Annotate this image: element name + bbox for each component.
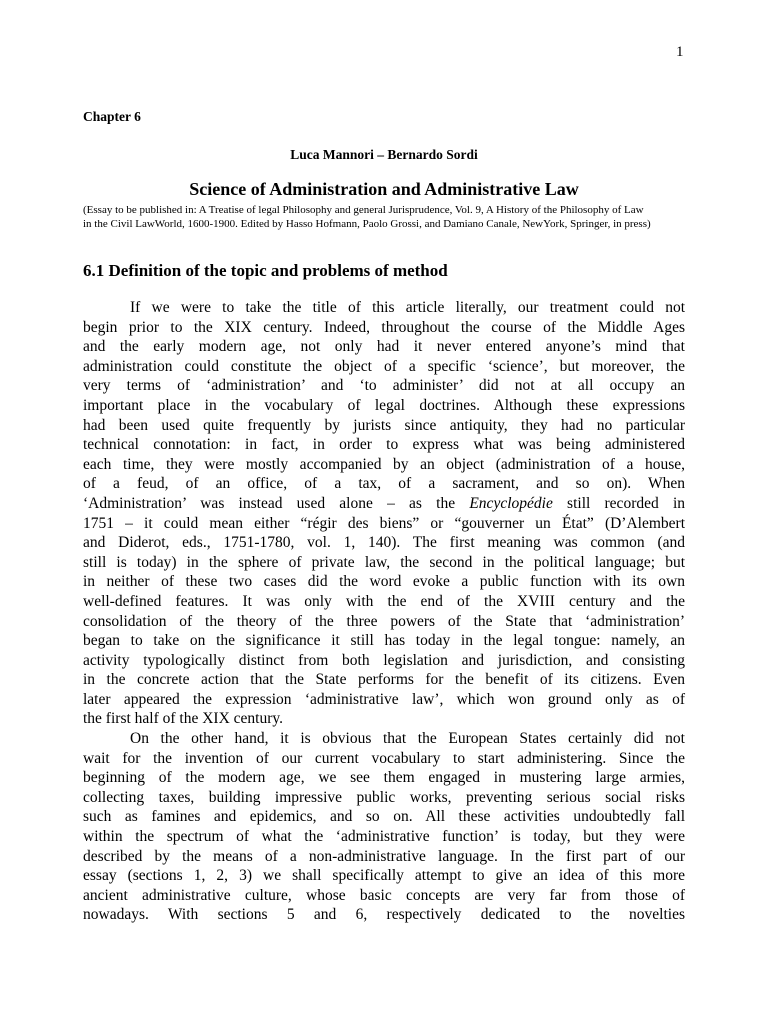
text-line: later appeared the expression ‘administrative law’, which won ground only as of <box>83 690 685 708</box>
text-line: each time, they were mostly accompanied by an object (administration of a house, <box>83 455 685 473</box>
paper-title: Science of Administration and Administrative Law <box>189 179 579 199</box>
text-line: began to take on the significance it still has today in the legal tongue: namely, an <box>83 632 685 650</box>
text-line: the first half of the XIX century. <box>83 710 283 728</box>
page-number: 1 <box>676 44 684 60</box>
text-segment: still recorded in <box>567 494 686 512</box>
text-line: nowadays. With sections 5 and 6, respectively dedicated to the novelties <box>83 906 685 924</box>
italic-term: Encyclopédie <box>469 494 553 512</box>
text-line: described by the means of a non-administrative language. In the first part of our <box>83 847 685 865</box>
text-line: technical connotation: in fact, in order to express what was being administered <box>83 436 685 454</box>
text-segment: ‘Administration’ was instead used alone – as the <box>83 494 456 512</box>
text-line: On the other hand, it is obvious that the European States certainly did not <box>130 730 685 748</box>
text-line: of a feud, of an office, of a tax, of a sacrament, and so on). When <box>83 475 685 493</box>
text-line <box>83 494 685 514</box>
text-line: beginning of the modern age, we see them engaged in mustering large armies, <box>83 769 685 787</box>
authors: Luca Mannori – Bernardo Sordi <box>290 147 478 162</box>
text-line: in the concrete action that the State performs for the benefit of its citizens. Even <box>83 671 685 689</box>
text-line: essay (sections 1, 2, 3) we shall specifically attempt to give an idea of this more <box>83 867 685 885</box>
text-line: collecting taxes, building impressive public works, preventing serious social risks <box>83 788 685 806</box>
text-line: well-defined features. It was only with the end of the XVIII century and the <box>83 592 685 610</box>
text-line: 1751 – it could mean either “régir des biens” or “gouverner un État” (D’Alembert <box>83 514 685 532</box>
text-line: in neither of these two cases did the word evoke a public function with its own <box>83 573 685 591</box>
text-line: such as famines and epidemics, and so on. All these activities undoubtedly fall <box>83 808 685 826</box>
publication-note <box>83 203 703 231</box>
publication-note-line: in the Civil LawWorld, 1600-1900. Edited by Hasso Hofmann, Paolo Grossi, and Damiano Canale, NewYork, Springer, in press) <box>83 218 651 230</box>
section-heading: 6.1 Definition of the topic and problems of method <box>83 261 448 280</box>
text-line: still is today) in the sphere of private law, the second in the political language; but <box>83 553 685 571</box>
text-line: begin prior to the XIX century. Indeed, throughout the course of the Middle Ages <box>83 318 685 336</box>
text-line: and the early modern age, not only had it never entered anyone’s mind that <box>83 338 685 356</box>
publication-note-line: (Essay to be published in: A Treatise of legal Philosophy and general Jurisprudence, Vol. 9, A History of the Philosophy of Law <box>83 204 644 216</box>
text-line: wait for the invention of our current vocabulary to start administering. Since the <box>83 749 685 767</box>
text-line: consolidation of the theory of the three powers of the State that ‘administration’ <box>83 612 685 630</box>
text-line: important place in the vocabulary of legal doctrines. Although these expressions <box>83 396 685 414</box>
body-text <box>83 298 685 925</box>
chapter-label: Chapter 6 <box>83 109 141 124</box>
text-line: ancient administrative culture, whose basic concepts are very far from those of <box>83 886 685 904</box>
text-line: If we were to take the title of this article literally, our treatment could not <box>130 299 685 316</box>
text-line: activity typologically distinct from both legislation and jurisdiction, and consisting <box>83 651 685 669</box>
text-line: administration could constitute the object of a specific ‘science’, but moreover, the <box>83 357 685 375</box>
text-line: within the spectrum of what the ‘administrative function’ is today, but they were <box>83 828 685 846</box>
text-line: had been used quite frequently by jurists since antiquity, they had no particular <box>83 416 685 434</box>
text-line: very terms of ‘administration’ and ‘to administer’ did not at all occupy an <box>83 377 685 395</box>
text-line: and Diderot, eds., 1751-1780, vol. 1, 140). The first meaning was common (and <box>83 534 685 552</box>
